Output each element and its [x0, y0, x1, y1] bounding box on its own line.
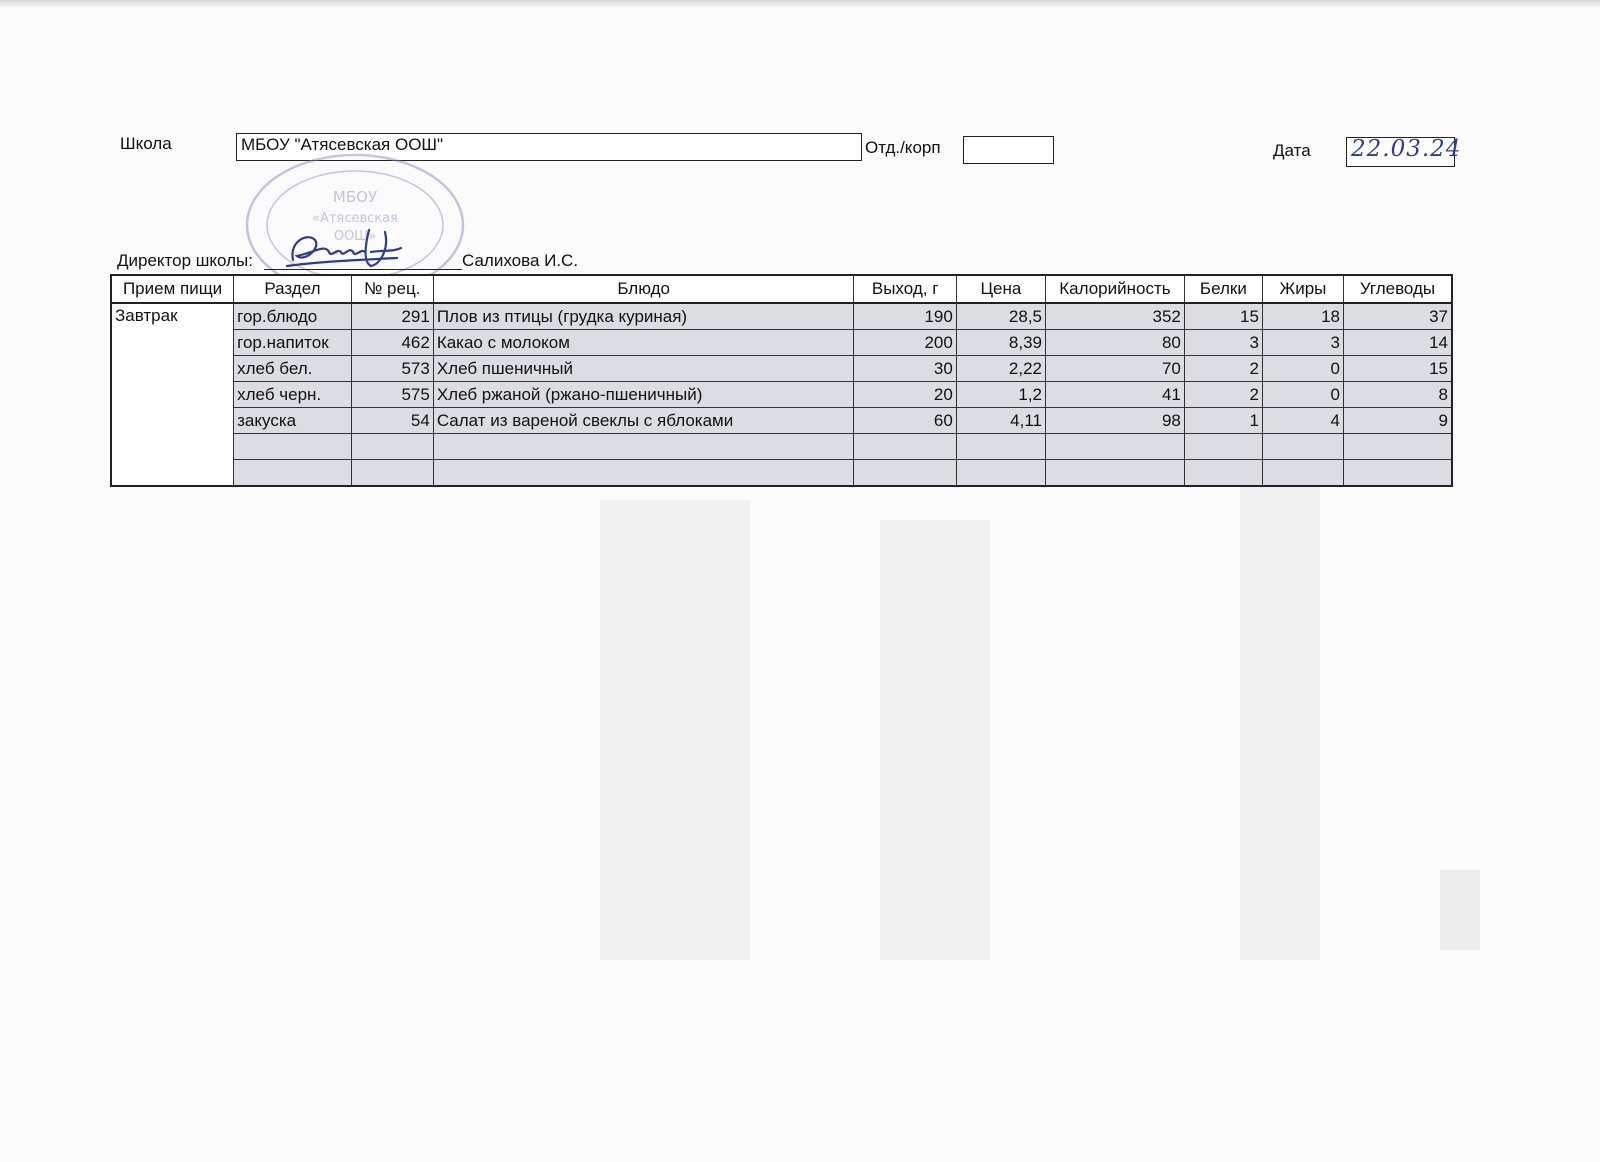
yield-cell[interactable]	[854, 460, 956, 487]
column-header: Блюдо	[433, 275, 854, 303]
column-header: № рец.	[351, 275, 433, 303]
menu-table	[110, 274, 1453, 487]
dish-cell[interactable]	[433, 460, 854, 487]
yield-cell[interactable]: 30	[854, 356, 956, 382]
price-cell[interactable]: 2,22	[956, 356, 1045, 382]
price-cell[interactable]: 4,11	[956, 408, 1045, 434]
yield-cell[interactable]	[854, 434, 956, 460]
recipe-cell[interactable]: 462	[351, 330, 433, 356]
svg-text:ООШ»: ООШ»	[333, 229, 377, 244]
section-cell[interactable]: хлеб черн.	[234, 382, 352, 408]
dish-cell[interactable]: Плов из птицы (грудка куриная)	[433, 303, 854, 330]
dept-field[interactable]	[963, 136, 1054, 164]
yield-cell[interactable]: 190	[854, 303, 956, 330]
column-header: Цена	[956, 275, 1045, 303]
section-cell[interactable]	[234, 460, 352, 487]
column-header: Углеводы	[1343, 275, 1452, 303]
fat-cell[interactable]: 3	[1262, 330, 1343, 356]
price-cell[interactable]	[956, 460, 1045, 487]
dish-cell[interactable]: Какао с молоком	[433, 330, 854, 356]
director-signature	[285, 222, 405, 277]
column-header: Прием пищи	[111, 275, 234, 303]
section-cell[interactable]: гор.блюдо	[234, 303, 352, 330]
recipe-cell[interactable]: 573	[351, 356, 433, 382]
director-label: Директор школы:	[117, 251, 253, 270]
protein-cell[interactable]: 2	[1184, 356, 1262, 382]
protein-cell[interactable]: 3	[1184, 330, 1262, 356]
protein-cell[interactable]: 2	[1184, 382, 1262, 408]
bleed-through-texture	[1240, 480, 1320, 960]
dept-label: Отд./корп	[865, 138, 941, 157]
table-row	[111, 356, 1452, 382]
bleed-through-texture	[1440, 870, 1480, 950]
carbs-cell[interactable]: 8	[1343, 382, 1452, 408]
date-label: Дата	[1273, 141, 1311, 160]
table-row	[111, 330, 1452, 356]
section-cell[interactable]: гор.напиток	[234, 330, 352, 356]
recipe-cell[interactable]: 291	[351, 303, 433, 330]
school-field[interactable]: МБОУ "Атясевская ООШ"	[236, 133, 862, 161]
carbs-cell[interactable]: 14	[1343, 330, 1452, 356]
protein-cell[interactable]	[1184, 460, 1262, 487]
meal-cell: Завтрак	[111, 303, 234, 486]
fat-cell[interactable]	[1262, 460, 1343, 487]
svg-text:«Атясевская: «Атясевская	[312, 211, 398, 226]
column-header: Калорийность	[1046, 275, 1185, 303]
recipe-cell[interactable]	[351, 434, 433, 460]
scan-edge	[0, 0, 1600, 8]
table-row-empty	[111, 434, 1452, 460]
price-cell[interactable]: 1,2	[956, 382, 1045, 408]
date-handwritten: 22.03.24	[1351, 136, 1462, 162]
section-cell[interactable]: закуска	[234, 408, 352, 434]
yield-cell[interactable]: 200	[854, 330, 956, 356]
carbs-cell[interactable]: 37	[1343, 303, 1452, 330]
section-cell[interactable]	[234, 434, 352, 460]
calories-cell[interactable]	[1046, 460, 1185, 487]
carbs-cell[interactable]	[1343, 460, 1452, 487]
bleed-through-texture	[600, 500, 750, 960]
yield-cell[interactable]: 60	[854, 408, 956, 434]
carbs-cell[interactable]: 15	[1343, 356, 1452, 382]
dish-cell[interactable]	[433, 434, 854, 460]
table-row	[111, 303, 1452, 330]
fat-cell[interactable]: 0	[1262, 382, 1343, 408]
table-header-row	[111, 275, 1452, 303]
recipe-cell[interactable]	[351, 460, 433, 487]
calories-cell[interactable]: 80	[1046, 330, 1185, 356]
fat-cell[interactable]: 18	[1262, 303, 1343, 330]
carbs-cell[interactable]	[1343, 434, 1452, 460]
column-header: Раздел	[234, 275, 352, 303]
calories-cell[interactable]: 352	[1046, 303, 1185, 330]
price-cell[interactable]: 28,5	[956, 303, 1045, 330]
price-cell[interactable]	[956, 434, 1045, 460]
price-cell[interactable]: 8,39	[956, 330, 1045, 356]
calories-cell[interactable]: 41	[1046, 382, 1185, 408]
yield-cell[interactable]: 20	[854, 382, 956, 408]
svg-text:МБОУ: МБОУ	[332, 188, 378, 206]
calories-cell[interactable]	[1046, 434, 1185, 460]
table-row	[111, 382, 1452, 408]
recipe-cell[interactable]: 575	[351, 382, 433, 408]
column-header: Белки	[1184, 275, 1262, 303]
calories-cell[interactable]: 70	[1046, 356, 1185, 382]
director-name: Салихова И.С.	[462, 251, 579, 270]
bleed-through-texture	[880, 520, 990, 960]
dish-cell[interactable]: Хлеб ржаной (ржано-пшеничный)	[433, 382, 854, 408]
fat-cell[interactable]	[1262, 434, 1343, 460]
carbs-cell[interactable]: 9	[1343, 408, 1452, 434]
recipe-cell[interactable]: 54	[351, 408, 433, 434]
dish-cell[interactable]: Салат из вареной свеклы с яблоками	[433, 408, 854, 434]
fat-cell[interactable]: 4	[1262, 408, 1343, 434]
protein-cell[interactable]: 1	[1184, 408, 1262, 434]
column-header: Жиры	[1262, 275, 1343, 303]
protein-cell[interactable]: 15	[1184, 303, 1262, 330]
school-label: Школа	[120, 134, 172, 153]
dish-cell[interactable]: Хлеб пшеничный	[433, 356, 854, 382]
fat-cell[interactable]: 0	[1262, 356, 1343, 382]
table-row	[111, 408, 1452, 434]
protein-cell[interactable]	[1184, 434, 1262, 460]
section-cell[interactable]: хлеб бел.	[234, 356, 352, 382]
table-row-empty	[111, 460, 1452, 487]
column-header: Выход, г	[854, 275, 956, 303]
calories-cell[interactable]: 98	[1046, 408, 1185, 434]
